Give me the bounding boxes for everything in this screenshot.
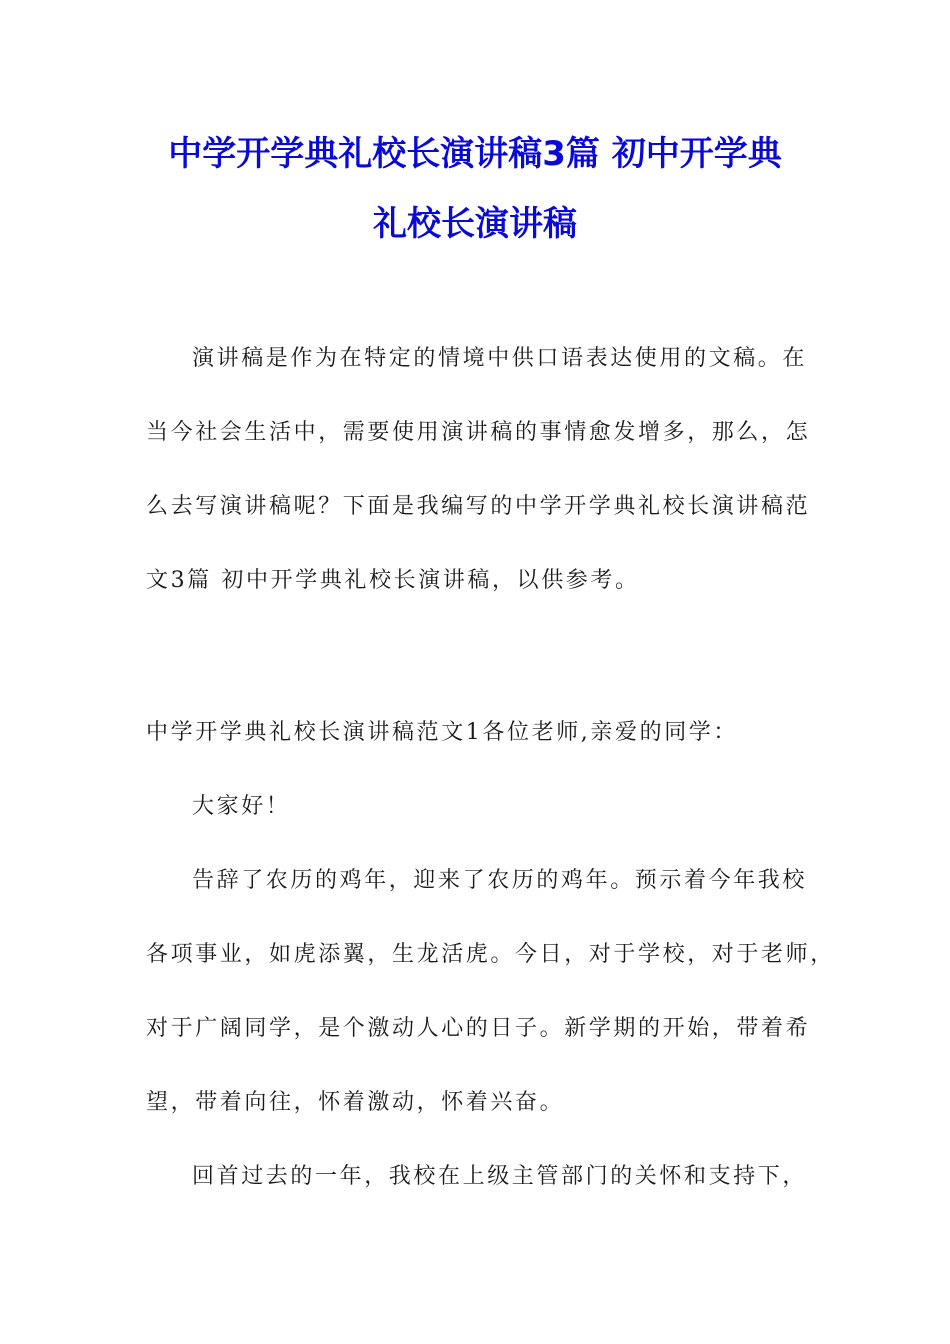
paragraph-line-5: 回首过去的一年，我校在上级主管部门的关怀和支持下， <box>192 1164 808 1189</box>
paragraph-line-3: 对于广阔同学，是个激动人心的日子。新学期的开始，带着希 <box>146 1016 811 1041</box>
section-heading-line: 中学开学典礼校长演讲稿范文1各位老师,亲爱的同学： <box>146 720 738 745</box>
document-title-line-1: 中学开学典礼校长演讲稿3篇 初中开学典 <box>168 134 782 174</box>
intro-line-3: 么去写演讲稿呢？下面是我编写的中学开学典礼校长演讲稿范 <box>146 494 811 519</box>
paragraph-line-1: 告辞了农历的鸡年，迎来了农历的鸡年。预示着今年我校 <box>192 868 808 893</box>
intro-line-1: 演讲稿是作为在特定的情境中供口语表达使用的文稿。在 <box>192 346 808 371</box>
paragraph-line-2: 各项事业，如虎添翼，生龙活虎。今日，对于学校，对于老师， <box>146 942 835 967</box>
paragraph-line-4: 望，带着向往，怀着激动，怀着兴奋。 <box>146 1090 565 1115</box>
greeting-line: 大家好！ <box>192 794 291 819</box>
intro-line-2: 当今社会生活中，需要使用演讲稿的事情愈发增多，那么，怎 <box>146 420 811 445</box>
intro-line-4: 文3篇 初中开学典礼校长演讲稿，以供参考。 <box>146 568 640 593</box>
document-title-line-2: 礼校长演讲稿 <box>373 204 577 244</box>
